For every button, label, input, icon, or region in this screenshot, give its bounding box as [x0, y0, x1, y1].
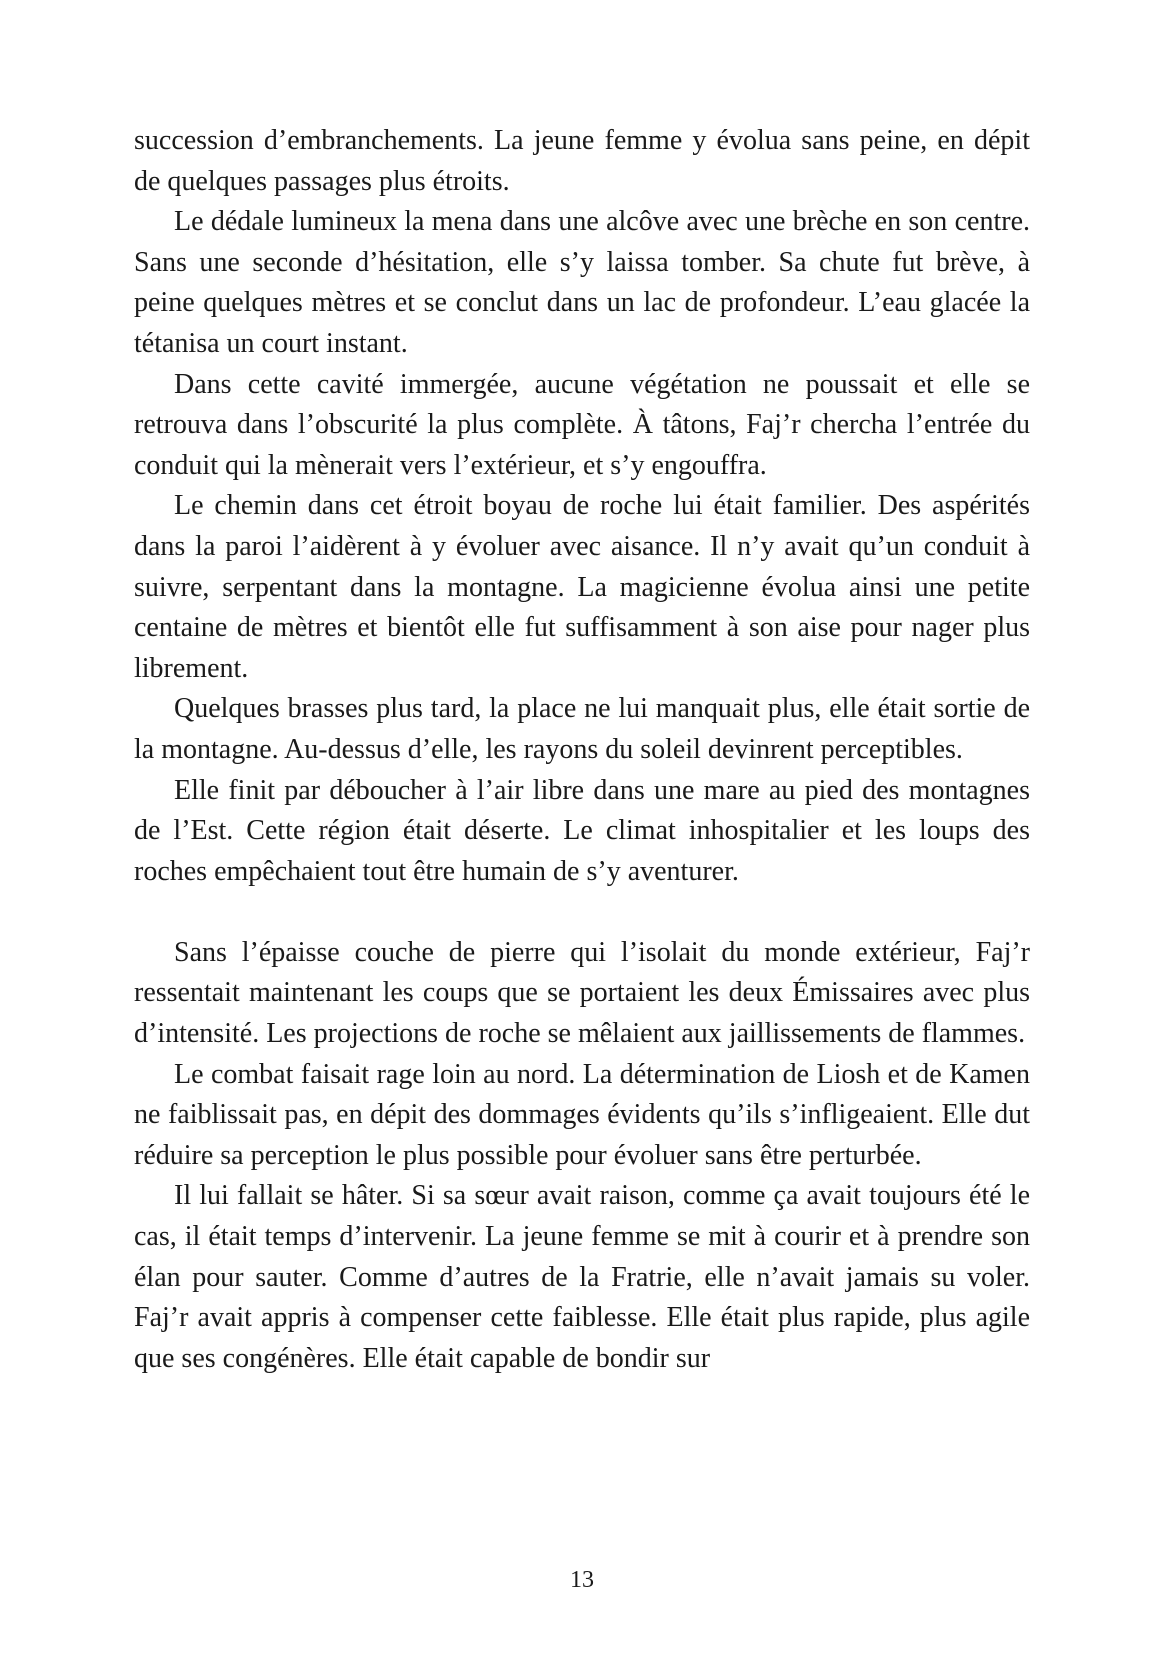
paragraph: Le chemin dans cet étroit boyau de roche lui était familier. Des aspérités dans la paroi l’aidèrent à y évoluer avec aisance. Il n’y avait qu’un conduit à suivre, serpentant dans la montagne. La magicienne évolua ainsi une petite centaine de mètres et bientôt elle fut suffisamment à son aise pour nager plus librement.	[134, 490, 1030, 684]
paragraph: Elle finit par déboucher à l’air libre dans une mare au pied des montagnes de l’Est. Cette région était déserte. Le climat inhospitalier et les loups des roches empêchaient tout être humain de s’y aventurer.	[134, 774, 1030, 887]
paragraph: Quelques brasses plus tard, la place ne lui manquait plus, elle était sortie de la montagne. Au-dessus d’elle, les rayons du soleil devinrent perceptibles.	[134, 693, 1030, 765]
paragraph: Le dédale lumineux la mena dans une alcôve avec une brèche en son centre. Sans une seconde d’hésitation, elle s’y laissa tomber. Sa chute fut brève, à peine quelques mètres et se conclut dans un lac de profondeur. L’eau glacée la tétanisa un court instant.	[134, 206, 1030, 359]
paragraph: succession d’embranchements. La jeune femme y évolua sans peine, en dépit de quelques passages plus étroits.	[134, 125, 1030, 197]
paragraph: Dans cette cavité immergée, aucune végétation ne poussait et elle se retrouva dans l’obscurité la plus complète. À tâtons, Faj’r chercha l’entrée du conduit qui la mènerait vers l’extérieur, et s’y engouffra.	[134, 368, 1030, 481]
paragraph: Sans l’épaisse couche de pierre qui l’isolait du monde extérieur, Faj’r ressentait maintenant les coups que se portaient les deux Émissaires avec plus d’intensité. Les projections de roche se mêlaient aux jaillissements de flammes.	[134, 936, 1030, 1050]
scene-break	[134, 892, 1030, 933]
paragraph: Il lui fallait se hâter. Si sa sœur avait raison, comme ça avait toujours été le cas, il était temps d’intervenir. La jeune femme se mit à courir et à prendre son élan pour sauter. Comme d’autres de la Fratrie, elle n’avait jamais su voler. Faj’r avait appris à compenser cette faiblesse. Elle était plus rapide, plus agile que ses congénères. Elle était capable de bondir sur	[134, 1180, 1030, 1374]
page-number: 13	[570, 1567, 594, 1593]
body-text	[134, 121, 1030, 1379]
paragraph: Le combat faisait rage loin au nord. La détermination de Liosh et de Kamen ne faiblissait pas, en dépit des dommages évidents qu’ils s’infligeaient. Elle dut réduire sa perception le plus possible pour évoluer sans être perturbée.	[134, 1058, 1030, 1171]
